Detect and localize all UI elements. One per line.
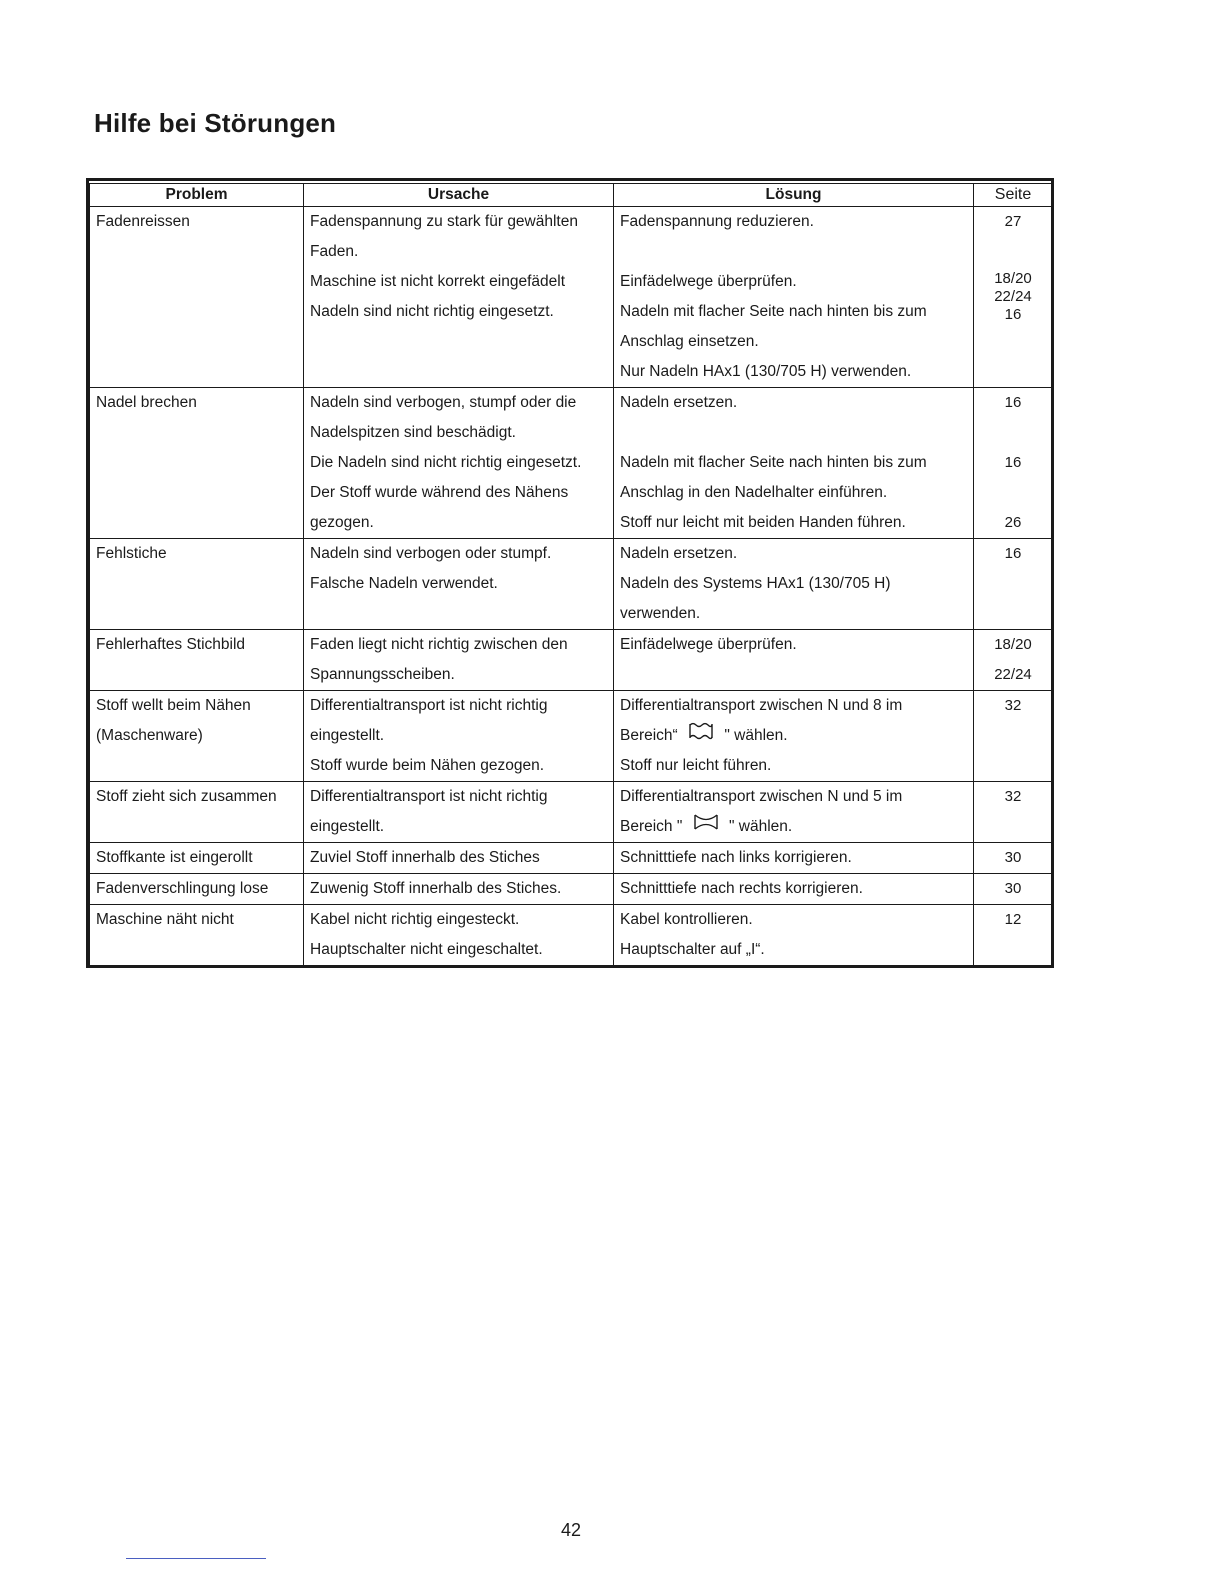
wavy-fabric-symbol-icon — [688, 721, 714, 751]
ursache-cell: Nadeln sind verbogen oder stumpf. Falsche Nadeln verwendet. — [304, 539, 614, 630]
troubleshooting-table — [89, 183, 1053, 966]
table-row — [90, 207, 1053, 388]
header-loesung: Lösung — [614, 184, 974, 207]
ursache-cell: Nadeln sind verbogen, stumpf oder die Nadelspitzen sind beschädigt. Die Nadeln sind nicht richtig eingesetzt. Der Stoff wurde während des Nähens gezogen. — [304, 388, 614, 539]
seite-cell: 27 18/20 22/24 16 — [974, 207, 1053, 388]
ursache-cell: Faden liegt nicht richtig zwischen den Spannungsscheiben. — [304, 630, 614, 691]
loesung-cell: Einfädelwege überprüfen. — [614, 630, 974, 691]
problem-cell: Stoff wellt beim Nähen (Maschenware) — [90, 691, 304, 782]
problem-cell: Stoffkante ist eingerollt — [90, 843, 304, 874]
header-ursache: Ursache — [304, 184, 614, 207]
problem-cell: Fehlstiche — [90, 539, 304, 630]
page-title: Hilfe bei Störungen — [94, 108, 337, 138]
ursache-cell: Kabel nicht richtig eingesteckt. Hauptschalter nicht eingeschaltet. — [304, 905, 614, 966]
problem-cell: Stoff zieht sich zusammen — [90, 782, 304, 843]
table-row — [90, 843, 1053, 874]
seite-cell: 18/20 22/24 — [974, 630, 1053, 691]
header-problem: Problem — [90, 184, 304, 207]
seite-cell: 30 — [974, 874, 1053, 905]
table-row — [90, 782, 1053, 843]
loesung-cell: Schnitttiefe nach links korrigieren. — [614, 843, 974, 874]
ursache-cell: Differentialtransport ist nicht richtig eingestellt. Stoff wurde beim Nähen gezogen. — [304, 691, 614, 782]
seite-cell: 16 — [974, 539, 1053, 630]
gathered-fabric-symbol-icon — [693, 812, 719, 842]
loesung-cell: Schnitttiefe nach rechts korrigieren. — [614, 874, 974, 905]
table-header-row — [90, 184, 1053, 207]
seite-cell: 16 16 26 — [974, 388, 1053, 539]
seite-cell: 30 — [974, 843, 1053, 874]
problem-cell: Fadenreissen — [90, 207, 304, 388]
table-row — [90, 539, 1053, 630]
problem-cell: Nadel brechen — [90, 388, 304, 539]
table-row — [90, 388, 1053, 539]
footer-rule — [126, 1558, 266, 1559]
table-row — [90, 905, 1053, 966]
loesung-cell: Kabel kontrollieren. Hauptschalter auf „I“. — [614, 905, 974, 966]
loesung-cell: Differentialtransport zwischen N und 5 im Bereich " " wählen. — [614, 782, 974, 843]
problem-cell: Fehlerhaftes Stichbild — [90, 630, 304, 691]
problem-cell: Fadenverschlingung lose — [90, 874, 304, 905]
seite-cell: 32 — [974, 782, 1053, 843]
header-seite: Seite — [974, 184, 1053, 207]
loesung-cell: Nadeln ersetzen. Nadeln des Systems HAx1 (130/705 H) verwenden. — [614, 539, 974, 630]
loesung-cell: Fadenspannung reduzieren. Einfädelwege überprüfen. Nadeln mit flacher Seite nach hinten bis zum Anschlag einsetzen. Nur Nadeln HAx1 (130/705 H) verwenden. — [614, 207, 974, 388]
seite-cell: 32 — [974, 691, 1053, 782]
ursache-cell: Differentialtransport ist nicht richtig eingestellt. — [304, 782, 614, 843]
seite-cell: 12 — [974, 905, 1053, 966]
table-row — [90, 874, 1053, 905]
ursache-cell: Fadenspannung zu stark für gewählten Faden. Maschine ist nicht korrekt eingefädelt Nadeln sind nicht richtig eingesetzt. — [304, 207, 614, 388]
ursache-cell: Zuviel Stoff innerhalb des Stiches — [304, 843, 614, 874]
page-number: 42 — [560, 1520, 582, 1540]
problem-cell: Maschine näht nicht — [90, 905, 304, 966]
ursache-cell: Zuwenig Stoff innerhalb des Stiches. — [304, 874, 614, 905]
table-row — [90, 691, 1053, 782]
loesung-cell: Differentialtransport zwischen N und 8 im Bereich“ " wählen. Stoff nur leicht führen. — [614, 691, 974, 782]
loesung-cell: Nadeln ersetzen. Nadeln mit flacher Seite nach hinten bis zum Anschlag in den Nadelhalter einführen. Stoff nur leicht mit beiden Handen führen. — [614, 388, 974, 539]
table-row — [90, 630, 1053, 691]
